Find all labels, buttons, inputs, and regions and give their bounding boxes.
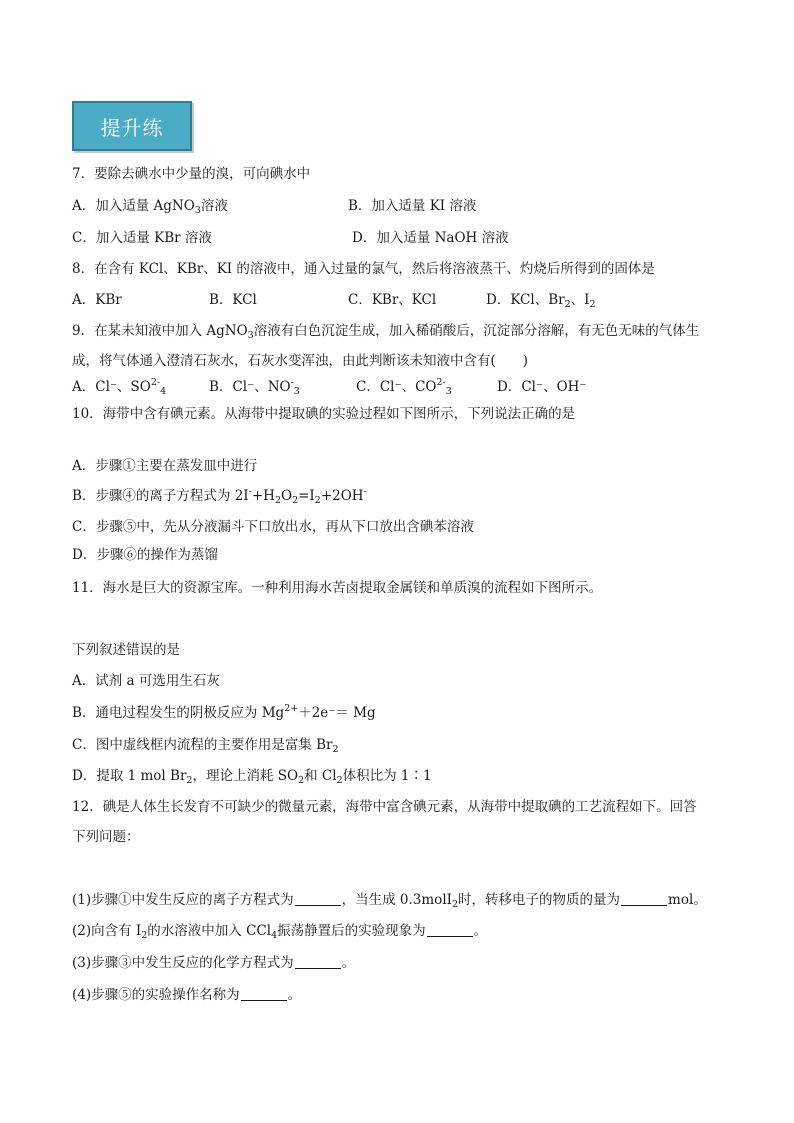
- q8-option-b: B．KCl: [209, 292, 257, 308]
- q8-option-a: A．KBr: [72, 292, 122, 308]
- q11-stem: 11．海水是巨大的资源宝库。一种利用海水苦卤提取金属镁和单质溴的流程如下图所示。: [72, 580, 603, 596]
- blank-4[interactable]: [295, 954, 341, 969]
- q8-option-c: C．KBr、KCl: [348, 292, 437, 308]
- q9-stem-cont: 成，将气体通入澄清石灰水，石灰水变浑浊，由此判断该未知液中含有( ): [72, 353, 529, 369]
- q9-option-a: A．Cl⁻、$SO^{2-}_4$: [72, 377, 167, 397]
- q7-option-c: C．加入适量 KBr 溶液: [72, 230, 212, 246]
- q9-option-d: D．Cl⁻、OH⁻: [497, 379, 587, 395]
- q11-option-b: B．通电过程发生的阴极反应为 $Mg^{2+}+2e^-= Mg$: [72, 703, 376, 721]
- q10-option-a: A．步骤①主要在蒸发皿中进行: [72, 458, 258, 474]
- q9-option-c: C．Cl⁻、$CO^{2-}_3$: [356, 377, 452, 397]
- q8-stem: 8．在含有 KCl、KBr、KI 的溶液中，通入过量的氯气，然后将溶液蒸干、灼烧后所得到的固体是: [72, 261, 655, 277]
- q12-stem-cont: 下列问题：: [72, 829, 140, 845]
- blank-3[interactable]: [427, 922, 473, 937]
- q8-option-d: D．KCl、$Br_2$、$I_2$: [486, 292, 596, 310]
- q12-stem: 12．碘是人体生长发育不可缺少的微量元素，海带中富含碘元素，从海带中提取碘的工艺流程如下。回答: [72, 799, 697, 815]
- q11-option-d: D．提取 1 mol $Br_2$，理论上消耗 $SO_2$和 $Cl_2$体积比为 1∶1: [72, 768, 432, 786]
- q9-option-b: B．Cl⁻、$NO^-_3$: [209, 377, 300, 397]
- q12-part-4: (4)步骤⑤的实验操作名称为 。: [72, 987, 302, 1003]
- blank-2[interactable]: [621, 891, 667, 906]
- q7-option-b: B．加入适量 KI 溶液: [348, 198, 477, 214]
- q10-option-c: C．步骤⑤中，先从分液漏斗下口放出水，再从下口放出含碘苯溶液: [72, 519, 474, 535]
- q11-prompt: 下列叙述错误的是: [72, 642, 180, 658]
- q7-option-a: A．加入适量 AgNO$_3$溶液: [72, 198, 228, 216]
- q10-stem: 10．海带中含有碘元素。从海带中提取碘的实验过程如下图所示，下列说法正确的是: [72, 406, 576, 422]
- q11-option-a: A．试剂 a 可选用生石灰: [72, 673, 220, 689]
- q7-option-d: D．加入适量 NaOH 溶液: [352, 230, 509, 246]
- blank-5[interactable]: [241, 986, 287, 1001]
- section-badge: 提升练: [72, 101, 192, 151]
- q12-part-1: (1)步骤①中发生反应的离子方程式为 ，当生成 0.3molI$_2$时，转移电子的物质的量为 mol。: [72, 892, 707, 910]
- q12-part-2: (2)向含有 $I_2$的水溶液中加入 CCl$_4$振荡静置后的实验现象为 。: [72, 923, 488, 941]
- q12-part-3: (3)步骤③中发生反应的化学方程式为 。: [72, 955, 356, 971]
- q10-option-b: B．步骤④的离子方程式为 $2I^-+H_2O_2=I_2+2OH^-$: [72, 486, 367, 506]
- blank-1[interactable]: [295, 891, 341, 906]
- q7-stem: 7．要除去碘水中少量的溴，可向碘水中: [72, 166, 311, 182]
- q9-stem: 9．在某未知液中加入 AgNO$_3$溶液有白色沉淀生成，加入稀硝酸后，沉淀部分溶解，有无色无味的气体生: [72, 323, 700, 341]
- q10-option-d: D．步骤⑥的操作为蒸馏: [72, 547, 218, 563]
- q11-option-c: C．图中虚线框内流程的主要作用是富集 $Br_2$: [72, 737, 339, 755]
